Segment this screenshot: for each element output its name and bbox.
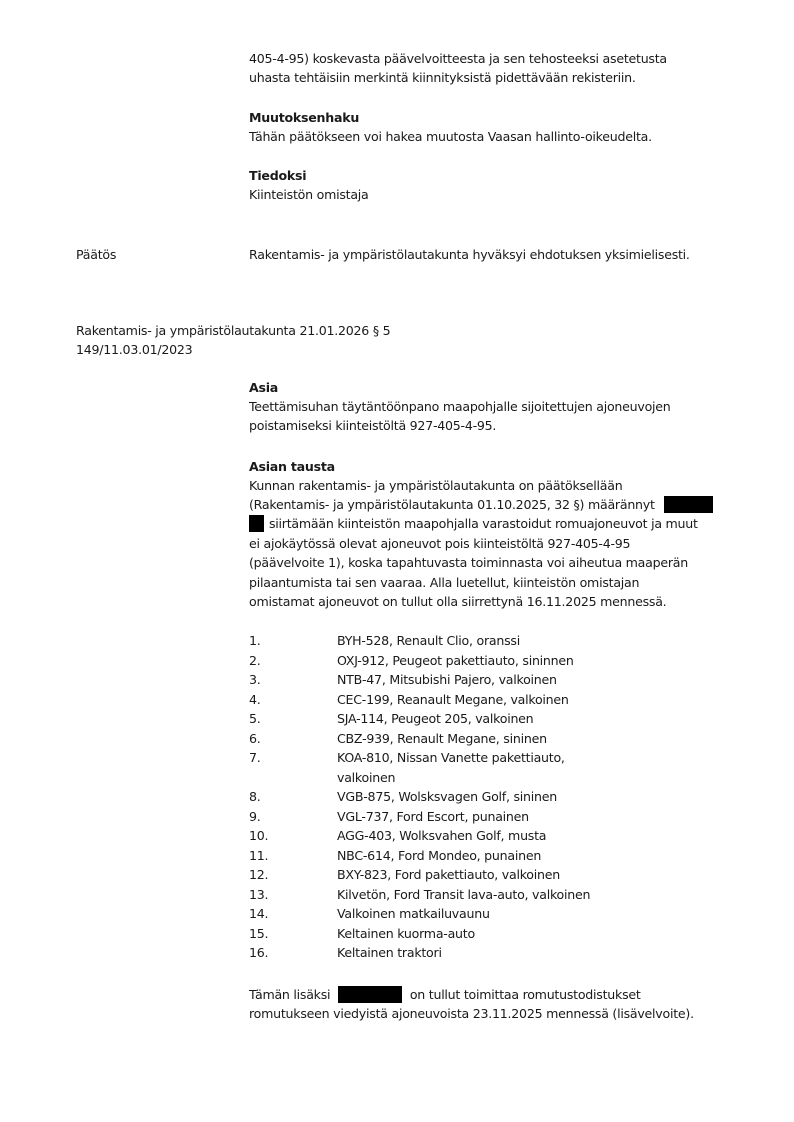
list-item (249, 807, 597, 827)
vehicle-description: CEC-199, Reanault Megane, valkoinen (337, 691, 569, 707)
lisavelvoite-line-1 (249, 985, 641, 1005)
list-number: 14. (249, 906, 269, 921)
list-item (249, 748, 597, 787)
list-number: 15. (249, 925, 269, 941)
list-item (249, 904, 597, 924)
section-title: Rakentamis- ja ympäristölautakunta 21.01.2026 § 5 (76, 323, 391, 338)
asian-tausta-heading: Asian tausta (249, 459, 335, 474)
list-item (249, 690, 597, 710)
list-item (249, 670, 597, 690)
paatos-text: Rakentamis- ja ympäristölautakunta hyväksyi ehdotuksen yksimielisesti. (249, 247, 690, 262)
tiedoksi-heading: Tiedoksi (249, 168, 307, 183)
vehicle-description: Keltainen traktori (337, 945, 442, 960)
list-number: 7. (249, 750, 261, 765)
list-number: 12. (249, 867, 269, 882)
list-number: 2. (249, 652, 261, 668)
vehicle-description: NBC-614, Ford Mondeo, punainen (337, 847, 542, 863)
list-number: 13. (249, 886, 269, 902)
intro-line-2: uhasta tehtäisiin merkintä kiinnityksistä pidettävään rekisteriin. (249, 70, 636, 85)
asia-line-1: Teettämisuhan täytäntöönpano maapohjalle sijoitettujen ajoneuvojen (249, 399, 671, 414)
list-number: 10. (249, 828, 269, 843)
vehicle-description: Keltainen kuorma-auto (337, 925, 475, 941)
vehicle-description: CBZ-939, Renault Megane, sininen (337, 730, 547, 746)
list-item (249, 885, 597, 905)
list-number: 5. (249, 711, 261, 726)
vehicle-description: BXY-823, Ford pakettiauto, valkoinen (337, 867, 560, 882)
vehicle-description: BYH-528, Renault Clio, oranssi (337, 633, 520, 648)
vehicle-description: VGL-737, Ford Escort, punainen (337, 808, 529, 824)
list-item (249, 729, 597, 749)
asian-tausta-line-5: (päävelvoite 1), koska tapahtuvasta toiminnasta voi aiheutua maaperän (249, 555, 688, 570)
asian-tausta-line-3 (249, 514, 698, 534)
list-item (249, 631, 597, 651)
list-number: 9. (249, 808, 261, 824)
list-number: 6. (249, 730, 261, 746)
redacted-name-block (664, 496, 713, 513)
tiedoksi-text: Kiinteistön omistaja (249, 187, 369, 202)
redacted-name-block (338, 986, 402, 1003)
asian-tausta-line-1: Kunnan rakentamis- ja ympäristölautakunta on päätöksellään (249, 478, 623, 493)
vehicle-list (249, 631, 597, 963)
vehicle-description: Kilvetön, Ford Transit lava-auto, valkoinen (337, 886, 591, 902)
vehicle-description: NTB-47, Mitsubishi Pajero, valkoinen (337, 672, 557, 687)
vehicle-description: SJA-114, Peugeot 205, valkoinen (337, 711, 534, 726)
list-item (249, 709, 597, 729)
redacted-name-block-continued (249, 515, 264, 532)
asian-tausta-line-6: pilaantumista tai sen vaaraa. Alla luetellut, kiinteistön omistajan (249, 575, 640, 590)
list-number: 8. (249, 789, 261, 804)
paatos-label: Päätös (76, 247, 117, 262)
list-item (249, 787, 597, 807)
vehicle-description: KOA-810, Nissan Vanette pakettiauto, valkoinen (337, 750, 565, 785)
list-item (249, 924, 597, 944)
asia-heading: Asia (249, 380, 279, 395)
list-item (249, 651, 597, 671)
list-number: 3. (249, 672, 261, 687)
vehicle-description: Valkoinen matkailuvaunu (337, 906, 490, 921)
asia-line-2: poistamiseksi kiinteistöltä 927-405-4-95. (249, 418, 497, 433)
asian-tausta-line-2 (249, 495, 713, 515)
muutoksenhaku-heading: Muutoksenhaku (249, 110, 360, 125)
diary-number: 149/11.03.01/2023 (76, 342, 193, 357)
vehicle-description: OXJ-912, Peugeot pakettiauto, sininnen (337, 652, 574, 668)
asian-tausta-line-4: ei ajokäytössä olevat ajoneuvot pois kiinteistöltä 927-405-4-95 (249, 536, 631, 551)
lisavelvoite-after: on tullut toimittaa romutustodistukset (409, 987, 641, 1002)
list-number: 11. (249, 847, 269, 863)
list-item (249, 943, 597, 963)
asian-tausta-line-7: omistamat ajoneuvot on tullut olla siirrettynä 16.11.2025 mennessä. (249, 594, 667, 609)
lisavelvoite-before: Tämän lisäksi (249, 987, 331, 1002)
asian-tausta-line-3-text: siirtämään kiinteistön maapohjalla varastoidut romuajoneuvot ja muut (269, 516, 698, 531)
list-number: 4. (249, 691, 261, 707)
intro-line-1: 405-4-95) koskevasta päävelvoitteesta ja sen tehosteeksi asetetusta (249, 51, 667, 66)
asian-tausta-line-2-text: (Rakentamis- ja ympäristölautakunta 01.10.2025, 32 §) määrännyt (249, 497, 655, 512)
list-item (249, 865, 597, 885)
list-item (249, 826, 597, 846)
list-number: 16. (249, 945, 269, 960)
list-number: 1. (249, 633, 261, 648)
lisavelvoite-line-2: romutukseen viedyistä ajoneuvoista 23.11.2025 mennessä (lisävelvoite). (249, 1006, 694, 1021)
muutoksenhaku-text: Tähän päätökseen voi hakea muutosta Vaasan hallinto-oikeudelta. (249, 129, 652, 144)
list-item (249, 846, 597, 866)
vehicle-description: VGB-875, Wolsksvagen Golf, sininen (337, 789, 557, 804)
vehicle-description: AGG-403, Wolksvahen Golf, musta (337, 828, 547, 843)
